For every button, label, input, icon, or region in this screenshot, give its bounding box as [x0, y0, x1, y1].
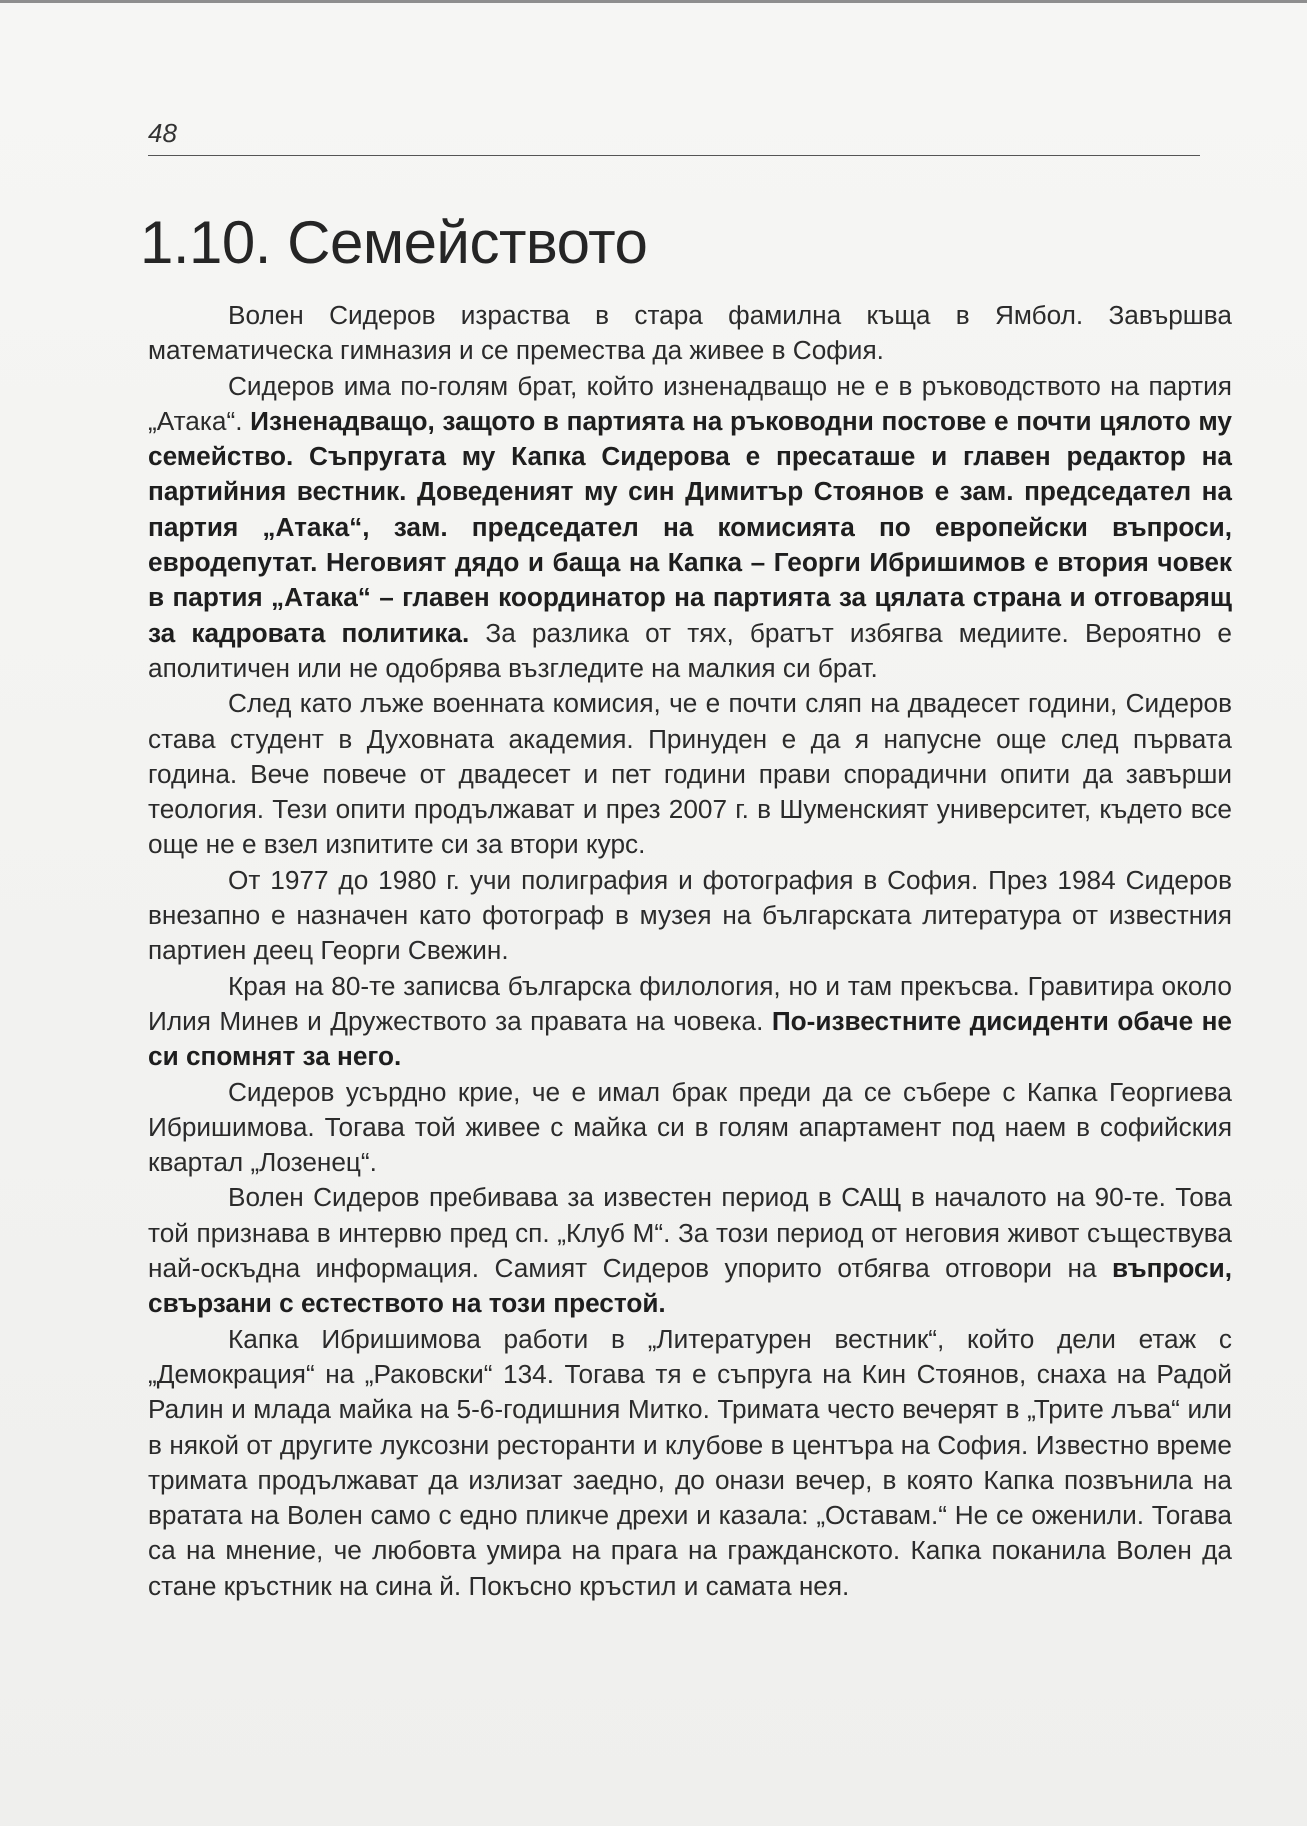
text-run: Края на 80-те записва българска филология, но и там прекъсва. Гравитира около Илия Минев и Дружеството за правата на човека. [148, 970, 1232, 1036]
body-text [148, 298, 1232, 1604]
text-run: След като лъже военната комисия, че е почти сляп на двадесет години, Сидеров става студент в Духовната академия. Принуден е да я напусне още след първата година. Вече повече от двадесет и пет години прави спорадични опити да завърши теология. Тези опити продължават и през 2007 г. в Шуменският университет, където все още не е взел изпитите си за втори курс. [148, 688, 1232, 860]
bold-text-run: въпроси, свързани с естеството на този престой. [148, 1253, 1232, 1319]
text-run: Сидеров усърдно крие, че е имал брак преди да се събере с Капка Георгиева Ибришимова. Тогава той живее с майка си в голям апартамент под наем в софийския квартал „Лозенец“. [148, 1076, 1232, 1178]
paragraph [148, 1180, 1232, 1321]
paragraph [148, 686, 1232, 862]
paragraph [148, 1075, 1232, 1181]
paragraph [148, 863, 1232, 969]
text-run: От 1977 до 1980 г. учи полиграфия и фотография в София. През 1984 Сидеров внезапно е назначен като фотограф в музея на българската литература от известния партиен деец Георги Свежин. [148, 864, 1232, 966]
chapter-title: 1.10. Семейството [140, 209, 648, 277]
text-run: Волен Сидеров израства в стара фамилна къща в Ямбол. Завършва математическа гимназия и се премества да живее в София. [148, 300, 1232, 366]
bold-text-run: По-известните дисиденти обаче не си спомнят за него. [148, 1005, 1232, 1072]
bold-text-run: Изненадващо, защото в партията на ръководни постове е почти цялото му семейство. Съпругата му Капка Сидерова е пресаташе и главен редактор на партийния вестник. Доведеният му син Димитър Стоянов е зам. председател на партия „Атака“, зам. председател на комисията по европейски въпроси, евродепутат. Неговият дядо и баща на Капка – Георги Ибришимов е втория човек в партия „Атака“ – главен координатор на партията за цялата страна и отговарящ за кадровата политика. [148, 405, 1232, 648]
paragraph [148, 969, 1232, 1075]
text-run: Волен Сидеров пребивава за известен период в САЩ в началото на 90-те. Това той признава в интервю пред сп. „Клуб М“. За този период от неговия живот съществува най-оскъдна информация. Самият Сидеров упорито отбягва отговори на [148, 1182, 1232, 1284]
paragraph [148, 298, 1232, 369]
paragraph [148, 369, 1232, 687]
page-top-edge [0, 0, 1307, 3]
paragraph [148, 1322, 1232, 1604]
text-run: Сидеров има по-голям брат, който изненадващо не е в ръководството на партия „Атака“. [148, 370, 1232, 436]
header-rule [148, 155, 1200, 156]
text-run: За разлика от тях, братът избягва медиите. Вероятно е аполитичен или не одобрява възгледите на малкия си брат. [148, 617, 1232, 683]
page-number: 48 [148, 118, 177, 148]
text-run: Капка Ибришимова работи в „Литературен вестник“, който дели етаж с „Демокрация“ на „Раковски“ 134. Тогава тя е съпруга на Кин Стоянов, снаха на Радой Ралин и млада майка на 5-6-годишния Митко. Тримата често вечерят в „Трите лъва“ или в някой от другите луксозни ресторанти и клубове в центъра на София. Известно време тримата продължават да излизат заедно, до онази вечер, в която Капка позвънила на вратата на Волен само с едно пликче дрехи и казала: „Оставам.“ Не се оженили. Тогава са на мнение, че любовта умира на прага на гражданското. Капка поканила Волен да стане кръстник на сина й. Покъсно кръстил и самата нея. [148, 1323, 1232, 1601]
